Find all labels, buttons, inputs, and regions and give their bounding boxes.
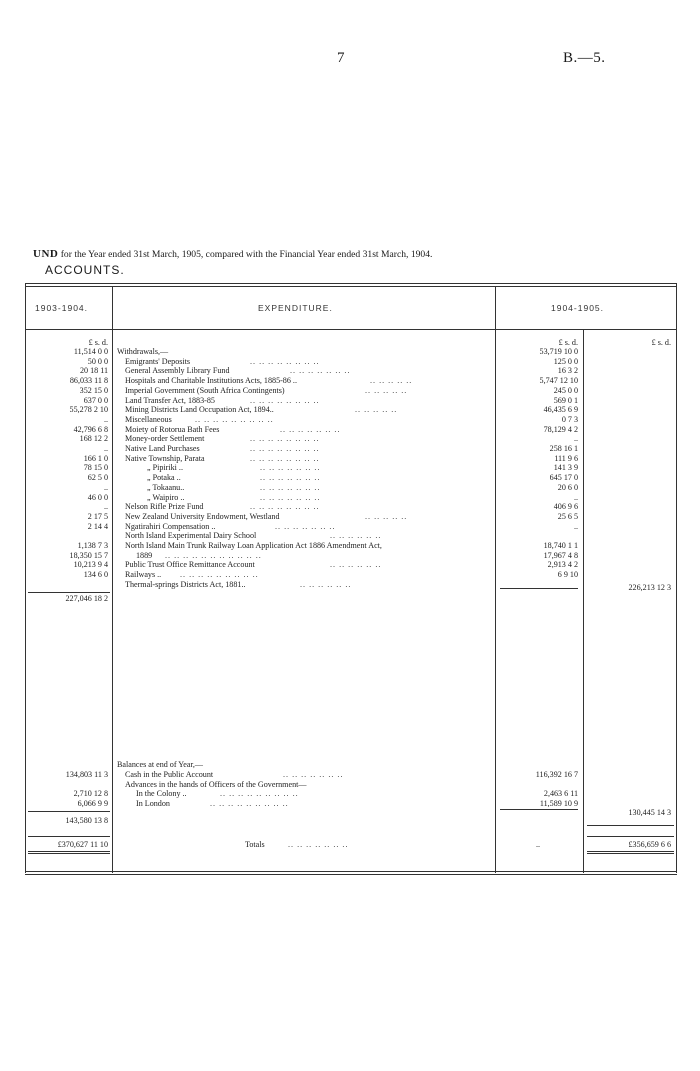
row-cur: 0 7 3 <box>561 414 578 424</box>
row-label: New Zealand University Endowment, Westland <box>125 511 280 521</box>
row-leader: .. .. .. .. .. .. <box>330 560 382 570</box>
balances-rule-mid <box>500 809 578 810</box>
row-prev: 1,138 7 3 <box>77 541 108 550</box>
row-prev: 55,278 2 10 <box>69 405 108 415</box>
table-top-rule-2 <box>25 286 677 287</box>
row-prev: .. <box>103 444 108 453</box>
row-prev: .. <box>103 502 108 512</box>
subtotal-rule-left <box>28 592 110 593</box>
row-label: Thermal-springs Districts Act, 1881.. <box>125 579 246 589</box>
row-prev: 50 0 0 <box>87 356 108 366</box>
row-cur: 25 6 5 <box>557 511 578 521</box>
unit-right: £ s. d. <box>651 338 671 347</box>
row-leader: .. .. .. .. .. .. .. .. <box>250 395 320 405</box>
row-cur: 5,747 12 10 <box>539 376 578 386</box>
totals-underline-right-2 <box>587 853 674 854</box>
totals-underline-right <box>587 851 674 852</box>
subtotal-prev: 227,046 18 2 <box>65 594 108 603</box>
row-leader: .. .. .. .. .. .. .. <box>280 424 341 434</box>
row-prev: 166 1 0 <box>83 453 108 463</box>
col-divider-1 <box>112 287 113 873</box>
row-cur: 46,435 6 9 <box>543 405 578 415</box>
balances-subtotal: 130,445 14 3 <box>628 808 671 817</box>
row-label: Miscellaneous <box>125 414 172 424</box>
row-label: General Assembly Library Fund <box>125 366 230 376</box>
header-bottom-rule <box>25 329 677 330</box>
row-label: Land Transfer Act, 1883-85 <box>125 395 215 405</box>
row-label: Withdrawals,— <box>117 347 169 356</box>
row-leader: .. .. .. .. .. .. .. .. <box>250 444 320 453</box>
row-cur: 78,129 4 2 <box>543 424 578 434</box>
table-bottom-rule-2 <box>25 874 677 875</box>
row-leader: .. .. .. .. .. .. .. .. .. <box>195 414 274 424</box>
row-label: Hospitals and Charitable Institutions Acts, 1885-86 .. <box>125 376 297 386</box>
totals-underline-left <box>28 851 110 852</box>
table-left-border <box>25 283 26 873</box>
row-label: „ Potaka .. <box>147 473 181 483</box>
advances-label: Advances in the hands of Officers of the Government— <box>125 779 307 789</box>
london-leader: .. .. .. .. .. .. .. .. .. <box>210 799 289 809</box>
row-cur: 406 9 6 <box>553 502 578 512</box>
row-label: 1889 <box>136 550 153 560</box>
row-leader: .. .. .. .. .. .. .. <box>290 366 351 376</box>
row-leader: .. .. .. .. .. <box>365 511 408 521</box>
row-cur: 645 17 0 <box>549 473 578 483</box>
row-prev: 62 5 0 <box>87 473 108 483</box>
row-leader: .. .. .. .. .. .. .. .. .. <box>180 570 259 580</box>
row-prev: 352 15 0 <box>79 385 108 395</box>
cash-cur: 116,392 16 7 <box>535 770 578 779</box>
totals-box-right <box>587 836 674 837</box>
row-prev: 20 18 11 <box>79 366 108 376</box>
row-prev: 2 17 5 <box>87 511 108 521</box>
row-leader: .. .. .. .. .. .. .. <box>260 492 321 502</box>
london-prev: 6,066 9 9 <box>77 799 108 809</box>
london-cur: 11,589 10 9 <box>539 799 578 809</box>
row-label: Imperial Government (South Africa Contingents) <box>125 385 285 395</box>
row-prev: 637 0 0 <box>83 395 108 405</box>
row-leader: .. .. .. .. .. .. <box>330 531 382 541</box>
row-prev: 10,213 9 4 <box>73 560 108 570</box>
row-prev: 11,514 0 0 <box>73 347 108 356</box>
row-prev: 18,350 15 7 <box>69 550 108 560</box>
header-expenditure: EXPENDITURE. <box>258 303 333 313</box>
row-leader: .. .. .. .. .. .. .. <box>260 473 321 483</box>
col-divider-3 <box>583 330 584 873</box>
row-cur: .. <box>573 492 578 502</box>
balances-rule-right <box>587 825 674 826</box>
row-leader: .. .. .. .. .. <box>365 385 408 395</box>
table-top-rule <box>25 283 677 284</box>
row-cur: 141 3 9 <box>553 463 578 473</box>
row-leader: .. .. .. .. .. .. .. .. <box>250 434 320 444</box>
totals-label: Totals <box>245 840 265 849</box>
row-cur: 258 16 1 <box>549 444 578 453</box>
row-leader: .. .. .. .. .. <box>355 405 398 415</box>
row-leader: .. .. .. .. .. .. .. .. <box>250 356 320 366</box>
row-label: Native Land Purchases <box>125 444 200 453</box>
totals-cur: .. <box>535 840 540 849</box>
cash-leader: .. .. .. .. .. .. .. <box>283 770 344 779</box>
row-prev: 42,796 6 8 <box>73 424 108 434</box>
row-label: Public Trust Office Remittance Account <box>125 560 255 570</box>
document-code: B.—5. <box>563 50 606 66</box>
row-cur: 16 3 2 <box>557 366 578 376</box>
row-cur: 53,719 10 0 <box>539 347 578 356</box>
page-number: 7 <box>337 50 345 66</box>
col-divider-2 <box>495 287 496 873</box>
row-cur: 2,913 4 2 <box>547 560 578 570</box>
row-leader: .. .. .. .. .. <box>370 376 413 386</box>
colony-prev: 2,710 12 8 <box>73 789 108 799</box>
row-cur: 569 0 1 <box>553 395 578 405</box>
row-prev: 134 6 0 <box>83 570 108 580</box>
row-label: „ Tokaanu.. <box>147 482 185 492</box>
row-prev: 86,033 11 8 <box>69 376 108 386</box>
unit-mid: £ s. d. <box>558 338 578 347</box>
row-cur: .. <box>573 521 578 531</box>
row-leader: .. .. .. .. .. .. .. <box>260 482 321 492</box>
row-prev: .. <box>103 414 108 424</box>
title-rest: for the Year ended 31st March, 1905, compared with the Financial Year ended 31st March, 1904. <box>58 249 433 260</box>
row-prev: 46 0 0 <box>87 492 108 502</box>
row-leader: .. .. .. .. .. .. .. .. <box>250 453 320 463</box>
unit-left: £ s. d. <box>88 338 108 347</box>
row-label: Native Township, Parata <box>125 453 205 463</box>
balances-rule-left <box>28 811 110 812</box>
row-prev: 78 15 0 <box>83 463 108 473</box>
row-label: „ Waipiro .. <box>147 492 185 502</box>
row-label: Nelson Rifle Prize Fund <box>125 502 204 512</box>
subtotal-rule-mid <box>500 588 578 589</box>
cash-prev: 134,803 11 3 <box>65 770 108 779</box>
row-prev: 168 12 2 <box>79 434 108 444</box>
totals-box-left <box>28 836 110 837</box>
totals-prev: £370,627 11 10 <box>57 840 108 849</box>
row-cur: .. <box>573 434 578 444</box>
row-label: Emigrants' Deposits <box>125 356 191 366</box>
row-cur: 125 0 0 <box>553 356 578 366</box>
row-label: Moiety of Rotorua Bath Fees <box>125 424 220 434</box>
colony-leader: .. .. .. .. .. .. .. .. .. <box>220 789 299 799</box>
header-1903-1904: 1903-1904. <box>35 303 89 313</box>
totals-underline-left-2 <box>28 853 110 854</box>
table-bottom-rule <box>25 871 677 872</box>
totals-leader: .. .. .. .. .. .. .. <box>288 840 349 849</box>
totals-total: £356,659 6 6 <box>628 840 671 849</box>
balances-subtotal-prev: 143,580 13 8 <box>65 816 108 825</box>
row-label: Mining Districts Land Occupation Act, 1894.. <box>125 405 274 415</box>
cash-label: Cash in the Public Account <box>125 770 214 779</box>
header-1904-1905: 1904-1905. <box>551 303 605 313</box>
row-leader: .. .. .. .. .. .. .. <box>275 521 336 531</box>
row-label: North Island Main Trunk Railway Loan Application Act 1886 Amendment Act, <box>125 541 382 550</box>
row-cur: 6 9 10 <box>557 570 578 580</box>
table-subtitle: ACCOUNTS. <box>45 263 125 277</box>
colony-cur: 2,463 6 11 <box>543 789 578 799</box>
row-cur: 17,967 4 8 <box>543 550 578 560</box>
london-label: In London <box>136 799 170 809</box>
subtotal-total: 226,213 12 3 <box>628 583 671 592</box>
row-label: Railways .. <box>125 570 162 580</box>
table-right-border <box>676 283 677 873</box>
table-title <box>33 248 432 260</box>
row-cur: 111 9 6 <box>554 453 578 463</box>
colony-label: In the Colony .. <box>136 789 187 799</box>
row-label: North Island Experimental Dairy School <box>125 531 257 541</box>
row-label: „ Pipiriki .. <box>147 463 183 473</box>
row-prev: .. <box>103 482 108 492</box>
row-prev: 2 14 4 <box>87 521 108 531</box>
row-leader: .. .. .. .. .. .. .. .. <box>250 502 320 512</box>
title-lead: UND <box>33 248 59 260</box>
row-label: Ngatirahiri Compensation .. <box>125 521 216 531</box>
row-cur: 18,740 1 1 <box>543 541 578 550</box>
row-label: Money-order Settlement <box>125 434 205 444</box>
row-leader: .. .. .. .. .. .. <box>300 579 352 589</box>
row-leader: .. .. .. .. .. .. .. .. .. .. .. <box>165 550 262 560</box>
row-cur: 20 6 0 <box>557 482 578 492</box>
row-cur: 245 0 0 <box>553 385 578 395</box>
balances-heading: Balances at end of Year,— <box>117 760 203 769</box>
row-leader: .. .. .. .. .. .. .. <box>260 463 321 473</box>
